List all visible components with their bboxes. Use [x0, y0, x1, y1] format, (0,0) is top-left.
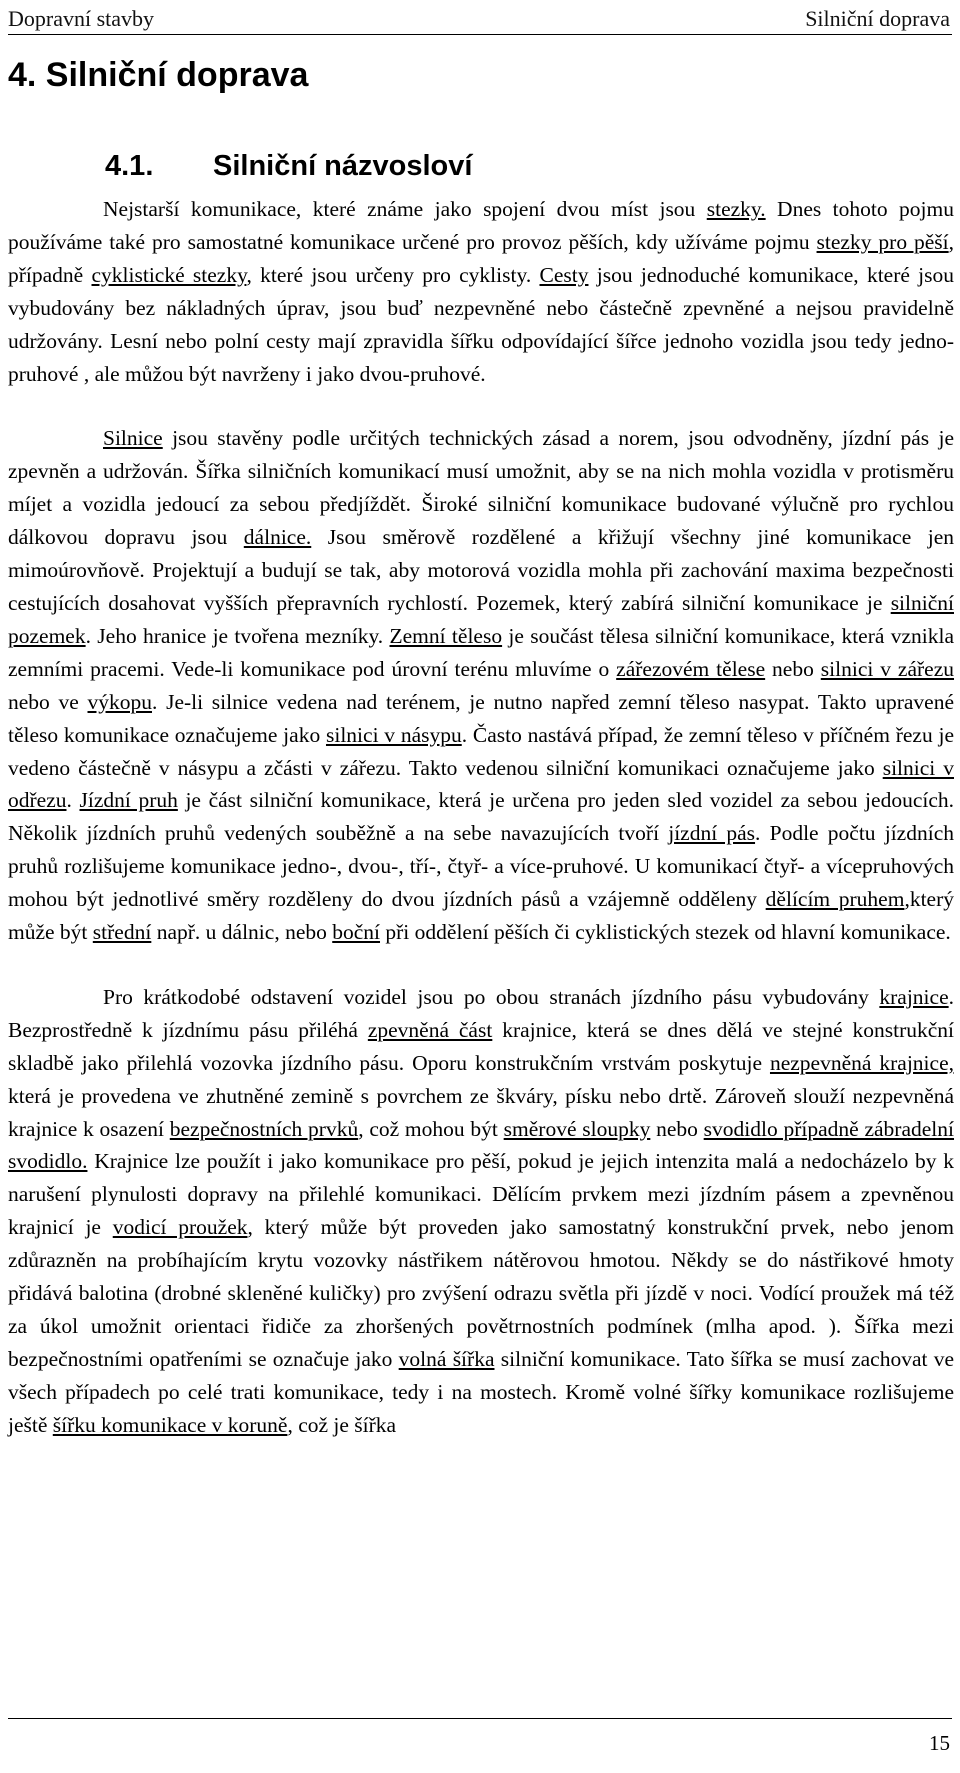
text-run: . Jeho hranice je tvořena mezníky. [85, 623, 390, 648]
paragraph [8, 193, 954, 390]
text-run: , který může být proveden jako samostatný konstrukční prvek, nebo jenom zdůrazněn na probíhajícím krytu vozovky nástřikem nátěrovou hmotou. Někdy se do nástřikové hmoty přidává balotina (drobné skleněné kuličky) pro zvýšení odrazu světla při jízdě v noci. Vodící proužek má též za úkol umožnit orientaci řidiče za zhoršených povětrnostních podmínek (mlha apod. ). Šířka mezi bezpečnostními opatřeními se označuje jako [8, 1215, 954, 1371]
underlined-term: stezky. [706, 197, 766, 221]
page-number: 15 [929, 1731, 950, 1755]
text-run: ,který může být [8, 887, 954, 945]
text-run: nebo [650, 1116, 704, 1141]
text-run: . Podle počtu jízdních pruhů rozlišujeme komunikace jedno-, dvou-, tří-, čtyř- a více-pruhové. U komunikací čtyř- a vícepruhových mohou být jednotlivé směry rozděleny do dvou jízdních pásů a vzájemně odděleny [8, 821, 954, 912]
underlined-term: vodicí proužek [112, 1215, 248, 1240]
chapter-title: 4. Silniční doprava [8, 56, 309, 94]
text-run: silniční komunikace. Tato šířka se musí zachovat ve všech případech po celé trati komunikace, tedy i na mostech. Kromě volné šířky komunikace rozlišujeme ještě [8, 1346, 955, 1437]
text-run: je součást tělesa silniční komunikace, která vznikla zemními pracemi. Vede-li komunikace pod úrovní terénu mluvíme o [8, 623, 954, 681]
text-run: nebo ve [8, 689, 88, 714]
text-run: , což mohou být [358, 1116, 504, 1141]
underlined-term: silnici v zářezu [820, 656, 955, 681]
header-right: Silniční doprava [805, 6, 950, 31]
text-run: Dnes tohoto pojmu používáme také pro samostatné komunikace určené pro provoz pěších, kdy užíváme pojmu [8, 197, 954, 254]
underlined-term: střední [92, 920, 152, 945]
underlined-term: silniční pozemek [8, 590, 954, 648]
section-title: Silniční názvosloví [213, 150, 473, 182]
text-run: , což je šířka [287, 1412, 397, 1437]
underlined-term: Cesty [539, 262, 589, 287]
underlined-term: zpevněná část [367, 1017, 493, 1042]
text-run: Krajnice lze použít i jako komunikace pro pěší, pokud je jejich intenzita malá a nedocházelo by k narušení plynulosti dopravy na přilehlé komunikaci. Dělícím prvkem mezi jízdním pásem a zpevněnou krajnicí je [8, 1149, 954, 1240]
underlined-term: směrové sloupky [503, 1116, 651, 1141]
text-run: jsou jednoduché komunikace, které jsou vybudovány bez nákladných úprav, jsou buď nezpevněné nebo částečně zpevněné a nejsou pravidelně udržovány. Lesní nebo polní cesty mají zpravidla šířku odpovídající šířce jednoho vozidla jsou tedy jedno-pruhové , ale můžou být navrženy i jako dvou-pruhové. [8, 262, 955, 386]
section-heading [105, 150, 472, 183]
header-left: Dopravní stavby [8, 6, 155, 31]
underlined-term: nezpevněná krajnice, [769, 1050, 954, 1075]
underlined-term: cyklistické stezky [91, 262, 247, 287]
text-run: Nejstarší komunikace, které známe jako spojení dvou míst jsou [103, 197, 707, 221]
text-run: . Bezprostředně k jízdnímu pásu přiléhá [8, 984, 954, 1042]
underlined-term: svodidlo případně zábradelní svodidlo. [8, 1116, 955, 1174]
underlined-term: volná šířka [398, 1346, 495, 1371]
text-run: je část silniční komunikace, která je určena pro jeden sled vozidel za sebou jedoucích. Několik jízdních pruhů vedených souběžně a na sebe navazujících tvoří [8, 788, 955, 846]
text-run: , které jsou určeny pro cyklisty. [246, 262, 540, 287]
text-run: při oddělení pěších či cyklistických stezek od hlavní komunikace. [380, 920, 951, 945]
underlined-term: Silnice [103, 426, 163, 451]
text-run: Pro krátkodobé odstavení vozidel jsou po obou stranách jízdního pásu vybudovány [103, 984, 880, 1009]
underlined-term: Jízdní pruh [79, 788, 178, 813]
text-run: , případně [8, 229, 955, 287]
underlined-term: šířku komunikace v koruně [52, 1412, 288, 1437]
text-run: nebo [765, 656, 821, 681]
running-header [8, 6, 950, 32]
paragraph [8, 981, 954, 1442]
footer-divider [8, 1718, 952, 1719]
underlined-term: silnici v odřezu [8, 755, 954, 813]
text-run: . [66, 788, 80, 813]
text-run: krajnice, která se dnes dělá ve stejné konstrukční skladbě jako přilehlá vozovka jízdního pásu. Oporu konstrukčním vrstvám poskytuje [8, 1017, 954, 1075]
underlined-term: výkopu [87, 689, 152, 714]
text-run: např. u dálnic, nebo [151, 920, 333, 945]
text-run: jsou stavěny podle určitých technických zásad a norem, jsou odvodněny, jízdní pás je zpevněn a udržován. Šířka silničních komunikací musí umožnit, aby se na nich mohla vozidla v protisměru míjet a vozidla jedoucí za sebou předjíždět. Široké silniční komunikace budované výlučně pro rychlou dálkovou dopravu jsou [8, 426, 954, 550]
header-divider [8, 34, 952, 35]
underlined-term: zářezovém tělese [616, 656, 766, 681]
underlined-term: boční [332, 920, 381, 945]
text-run: . Často nastává případ, že zemní těleso v příčném řezu je vedeno částečně v násypu a zčásti v zářezu. Takto vedenou silniční komunikaci označujeme jako [8, 722, 954, 780]
text-run: Jsou směrově rozdělené a křižují všechny jiné komunikace jen mimoúrovňově. Projektují a budují se tak, aby motorová vozidla mohla při zachování maxima bezpečnosti cestujících dosahovat vyšších přepravních rychlostí. Pozemek, který zabírá silniční komunikace je [8, 525, 955, 615]
underlined-term: bezpečnostních prvků [169, 1116, 359, 1141]
underlined-term: dálnice. [243, 525, 312, 550]
underlined-term: stezky pro pěší [816, 229, 949, 254]
underlined-term: dělícím pruhem [765, 887, 905, 912]
underlined-term: jízdní pás [668, 821, 756, 846]
underlined-term: krajnice [879, 984, 949, 1009]
text-run: . Je-li silnice vedena nad terénem, je nutno napřed zemní těleso nasypat. Takto upravené těleso komunikace označujeme jako [8, 689, 954, 747]
text-run: která je provedena ve zhutněné zemině s povrchem ze škváry, písku nebo drtě. Zároveň slouží nezpevněná krajnice k osazení [8, 1083, 954, 1141]
section-number: 4.1. [105, 150, 154, 182]
underlined-term: Zemní těleso [389, 623, 503, 648]
body-text [8, 193, 954, 1442]
underlined-term: silnici v násypu [325, 722, 462, 747]
paragraph [8, 422, 954, 949]
